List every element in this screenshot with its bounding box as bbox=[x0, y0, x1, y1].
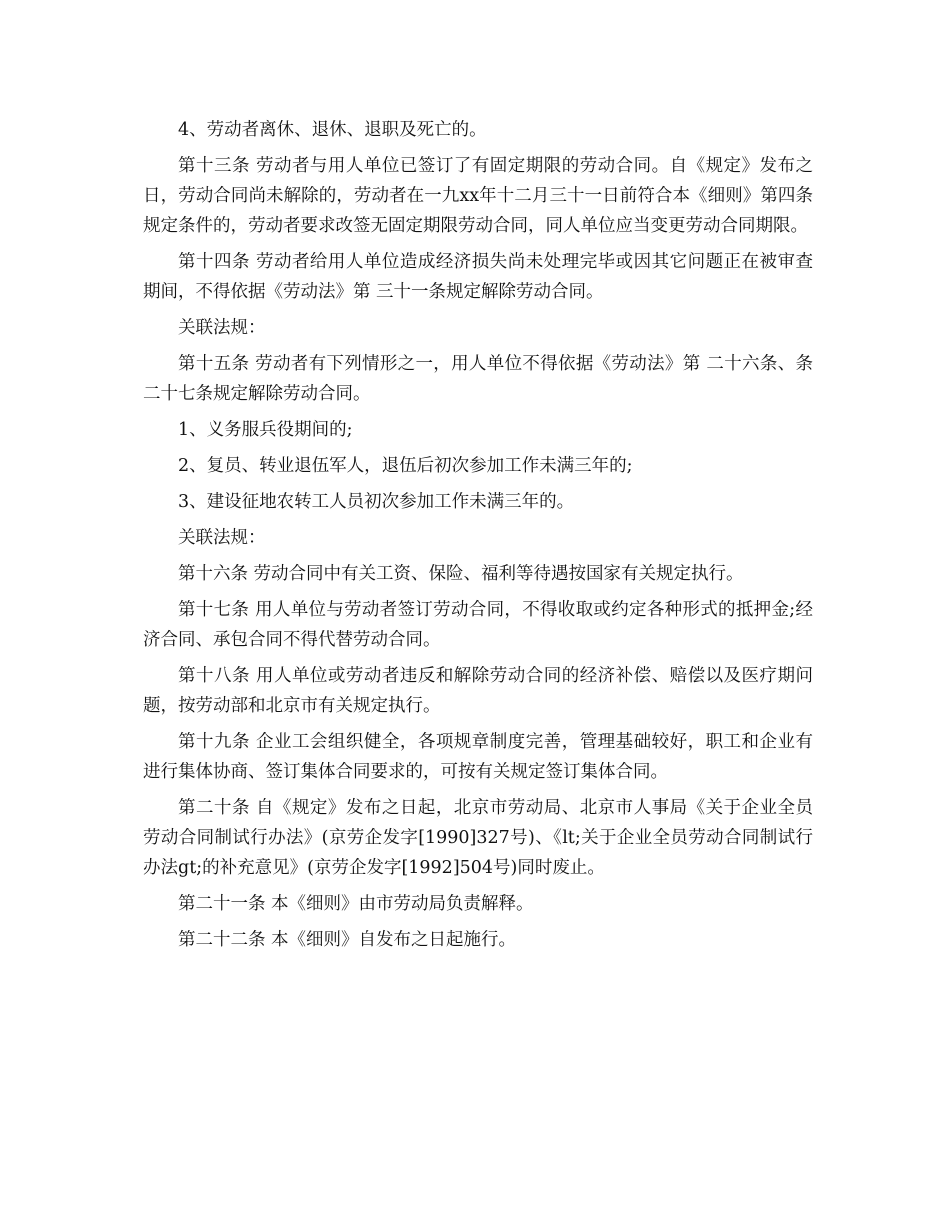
article-15: 第十五条 劳动者有下列情形之一，用人单位不得依据《劳动法》第 二十六条、条二十七条规定解除劳动合同。 bbox=[143, 354, 813, 404]
article-14: 第十四条 劳动者给用人单位造成经济损失尚未处理完毕或因其它问题正在被审查期间，不得依据《劳动法》第 三十一条规定解除劳动合同。 bbox=[143, 252, 813, 302]
article-17: 第十七条 用人单位与劳动者签订劳动合同，不得收取或约定各种形式的抵押金;经济合同、承包合同不得代替劳动合同。 bbox=[143, 600, 813, 650]
related-regulations-label: 关联法规： bbox=[178, 318, 266, 338]
related-regulations-label: 关联法规： bbox=[178, 528, 266, 548]
article-16: 第十六条 劳动合同中有关工资、保险、福利等待遇按国家有关规定执行。 bbox=[178, 564, 744, 584]
article-22: 第二十二条 本《细则》自发布之日起施行。 bbox=[178, 930, 517, 950]
article-18: 第十八条 用人单位或劳动者违反和解除劳动合同的经济补偿、赔偿以及医疗期问题，按劳动部和北京市有关规定执行。 bbox=[143, 666, 813, 716]
article-20: 第二十条 自《规定》发布之日起，北京市劳动局、北京市人事局《关于企业全员劳动合同制试行办法》(京劳企发字[1990]327号)、《lt;关于企业全员劳动合同制试行办法gt;的补充意见》(京劳企发字[1992]504号)同时废止。 bbox=[143, 798, 813, 878]
article-19: 第十九条 企业工会组织健全，各项规章制度完善，管理基础较好，职工和企业有进行集体协商、签订集体合同要求的，可按有关规定签订集体合同。 bbox=[143, 732, 813, 782]
article-15-item-1: 1、义务服兵役期间的; bbox=[178, 420, 353, 440]
article-13: 第十三条 劳动者与用人单位已签订了有固定期限的劳动合同。自《规定》发布之日，劳动合同尚未解除的，劳动者在一九xx年十二月三十一日前符合本《细则》第四条规定条件的，劳动者要求改签无固定期限劳动合同，同人单位应当变更劳动合同期限。 bbox=[143, 156, 813, 236]
paragraph-item-4: 4、劳动者离休、退休、退职及死亡的。 bbox=[178, 120, 487, 140]
document-body bbox=[143, 115, 813, 961]
article-21: 第二十一条 本《细则》由市劳动局负责解释。 bbox=[178, 894, 534, 914]
article-15-item-3: 3、建设征地农转工人员初次参加工作未满三年的。 bbox=[178, 492, 575, 512]
article-15-item-2: 2、复员、转业退伍军人，退伍后初次参加工作未满三年的; bbox=[178, 456, 633, 476]
